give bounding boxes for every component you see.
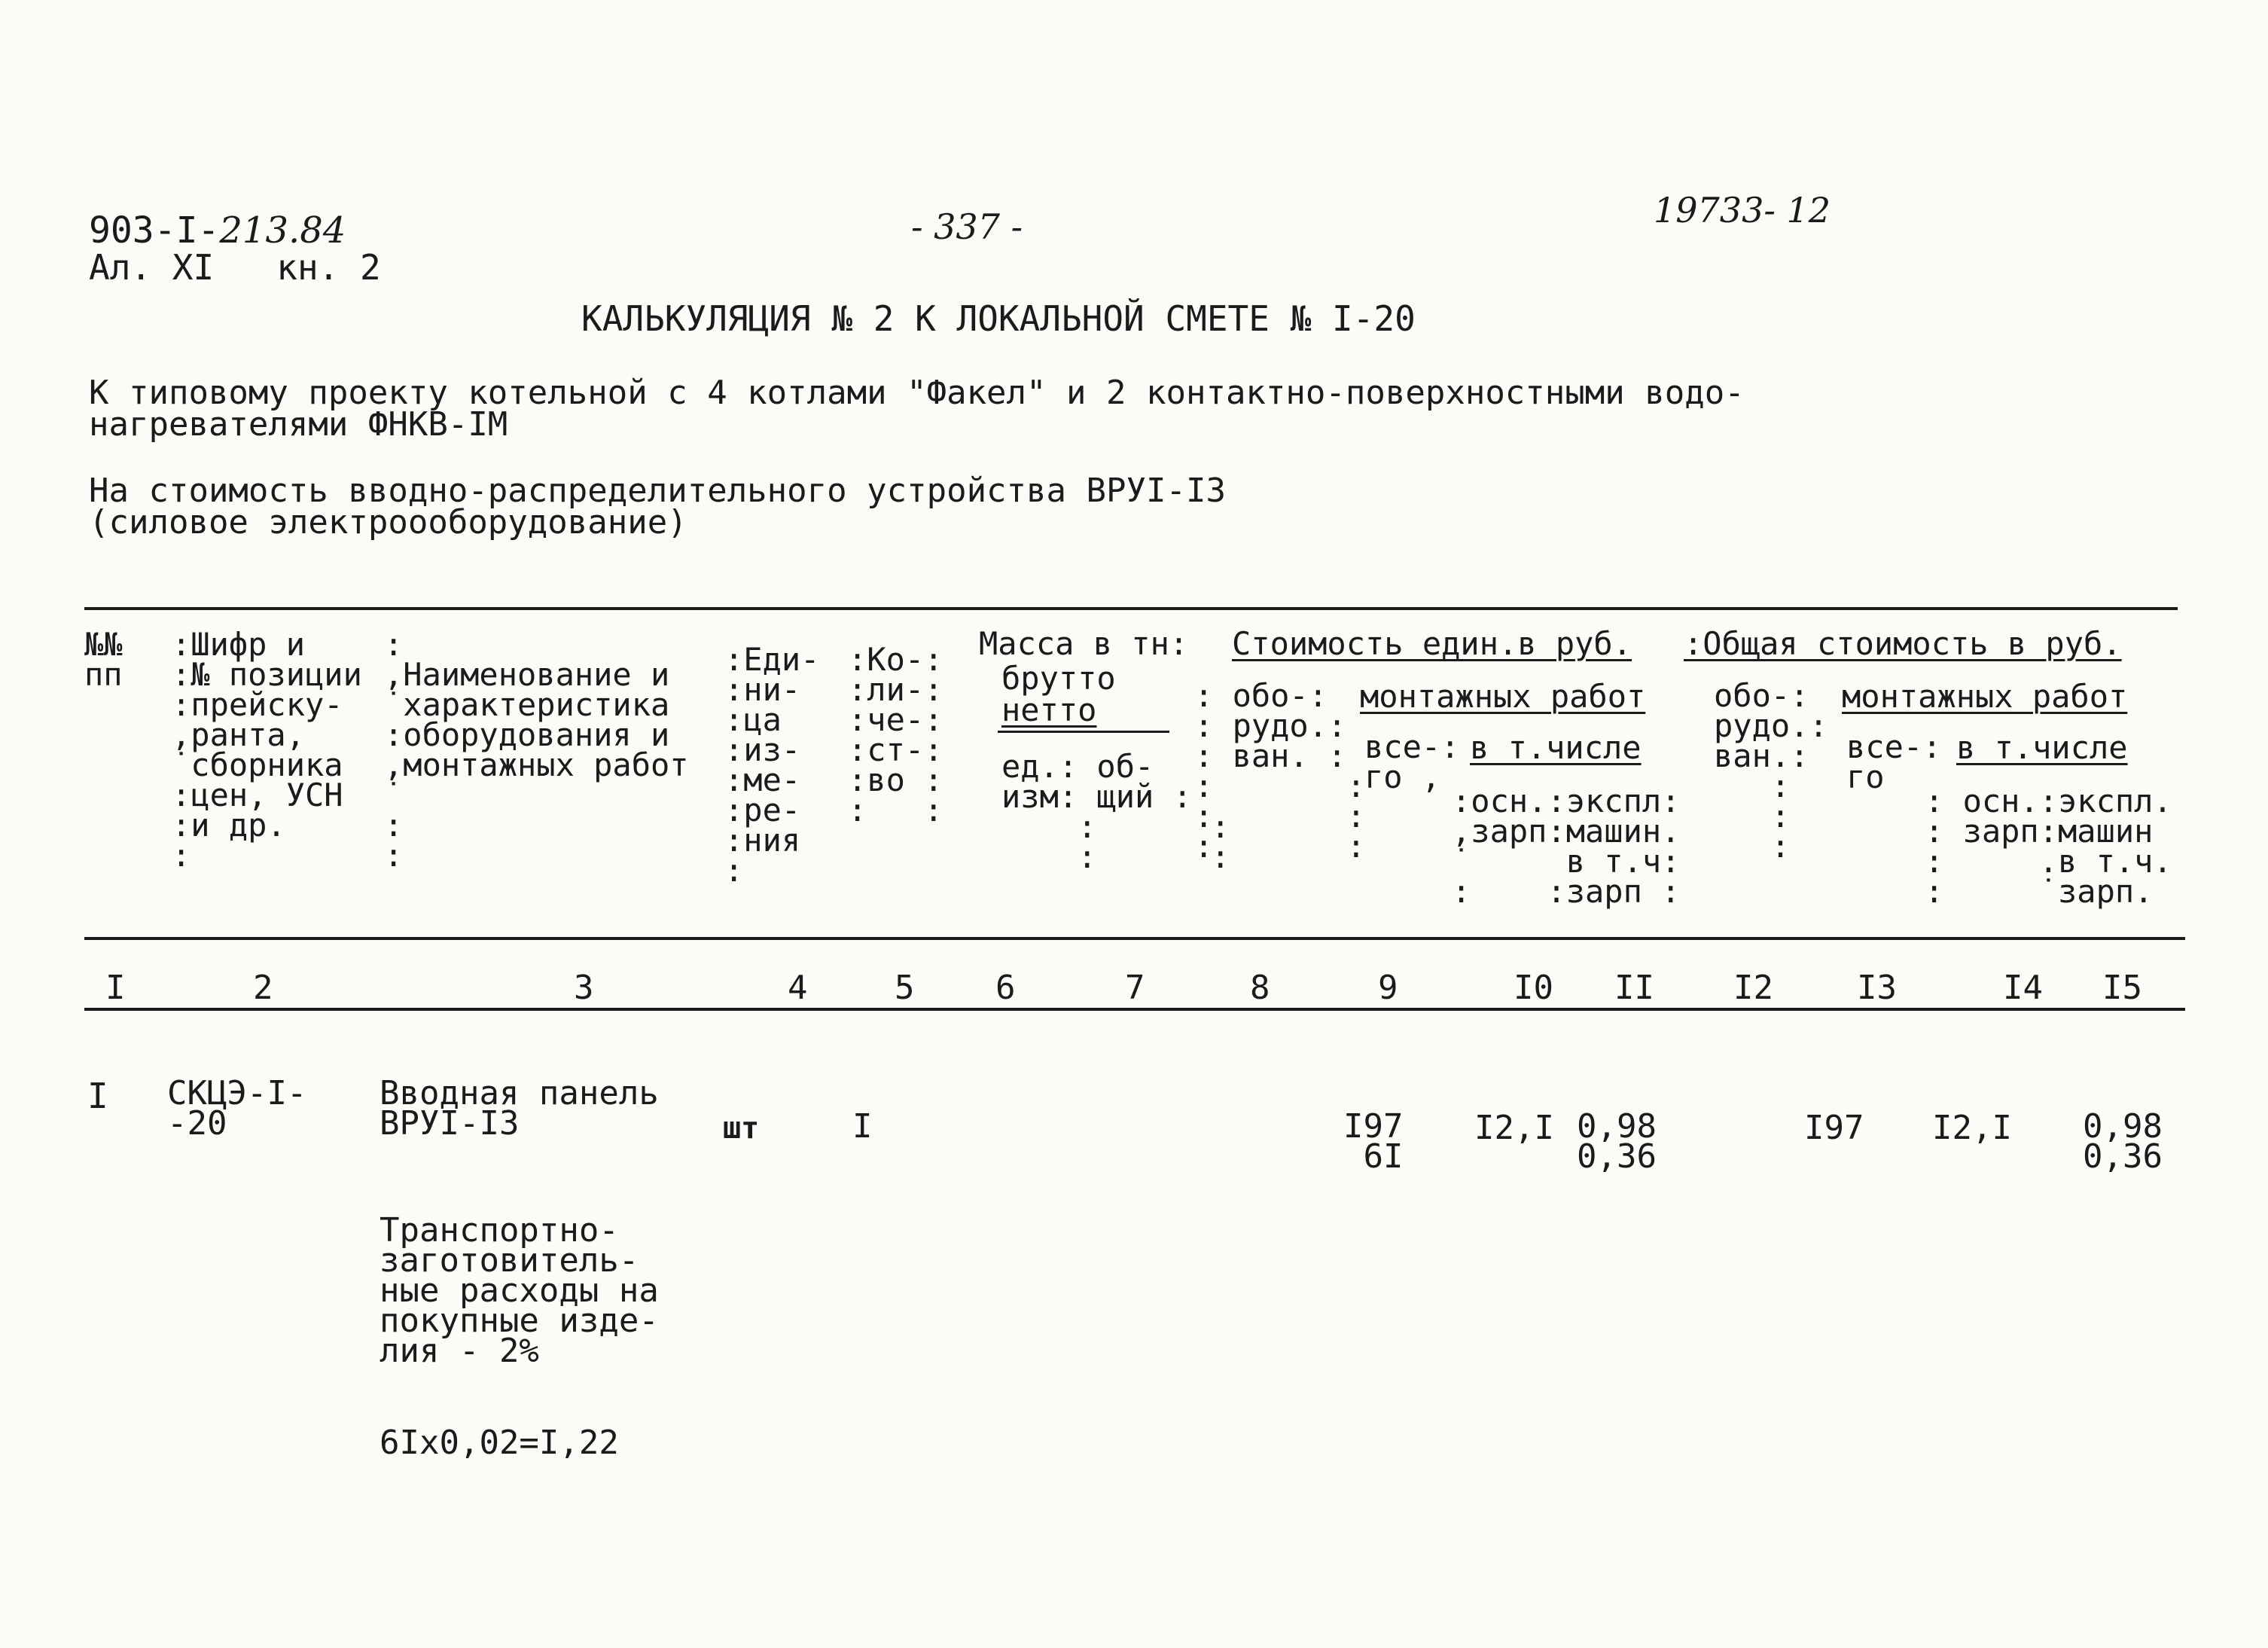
- album-line: Ал. XI кн. 2: [89, 247, 381, 288]
- table-top-rule: [84, 607, 2178, 610]
- header-mount-unit: монтажных работ: [1360, 678, 1646, 715]
- colnum-3: 3: [574, 969, 594, 1007]
- row-c13: I97: [1804, 1109, 1864, 1147]
- colnum-bottom-rule: [84, 1008, 2185, 1011]
- colnum-7: 7: [1125, 969, 1145, 1007]
- colnum-13: I3: [1857, 969, 1897, 1007]
- colnum-9: 9: [1378, 969, 1398, 1007]
- header-col-2: :Шифр и :№ позиции :прейску- ,ранта, ˙сборника :цен, УСН :и др. :: [172, 626, 362, 874]
- colnum-14: I4: [2003, 969, 2043, 1007]
- header-cost-unit: Стоимость един.в руб.: [1232, 625, 1632, 662]
- doc-code: 903-I-213.84: [89, 209, 346, 252]
- right-code: 19733- 12: [1654, 190, 1831, 230]
- header-bottom-rule: [84, 937, 2185, 940]
- row-qty: I: [852, 1107, 873, 1146]
- header-col-8: : обо-: : рудо.: : ван. : : : : : : :: [1194, 677, 1366, 865]
- header-col-1: №№ пп: [84, 626, 123, 693]
- colnum-15: I5: [2102, 969, 2142, 1007]
- mass-underline: [998, 731, 1169, 733]
- header-col-4: :Еди- :ни- :ца :из- :ме- :ре- :ния :: [724, 641, 820, 889]
- colnum-11: II: [1614, 969, 1654, 1007]
- header-brutto: брутто: [1001, 660, 1116, 697]
- header-col-9: все-: го ,: [1364, 728, 1460, 795]
- colnum-5: 5: [895, 969, 915, 1007]
- subject-line-2: (силовое электроооборудование): [89, 503, 687, 542]
- row-c10: I2,I: [1474, 1109, 1554, 1147]
- page-number: - 337 -: [911, 206, 1023, 247]
- colnum-1: I: [105, 969, 126, 1007]
- row-c9: I97 6I: [1343, 1107, 1404, 1176]
- header-incl-unit: в т.числе: [1470, 729, 1642, 766]
- page-title: КАЛЬКУЛЯЦИЯ № 2 К ЛОКАЛЬНОЙ СМЕТЕ № I-20: [581, 298, 1416, 339]
- row-unit: шт: [723, 1111, 760, 1146]
- header-col-10-11: :осн.:экспл: ,зарп:машин. ˙ в т.ч: : :зарп :: [1452, 783, 1681, 910]
- header-incl-total: в т.числе: [1956, 729, 2128, 766]
- row-num: I: [87, 1076, 108, 1116]
- row-c15: 0,98 0,36: [2083, 1107, 2163, 1176]
- intro-line-1: К типовому проекту котельной с 4 котлами "Факел" и 2 контактно-поверхностными водо-: [89, 374, 1745, 412]
- header-mount-total: монтажных работ: [1842, 678, 2128, 715]
- header-mass: Масса в тн:: [979, 625, 1189, 662]
- row-c11: 0,98 0,36: [1577, 1107, 1657, 1176]
- colnum-12: I2: [1733, 969, 1773, 1007]
- header-col-6-7: ед.: об- изм: щий : : : : :: [1001, 748, 1230, 875]
- colnum-2: 2: [253, 969, 273, 1007]
- header-col-13: все-: го: [1846, 728, 1942, 795]
- subject-line-1: На стоимость вводно-распределительного устройства ВРУI-I3: [89, 472, 1226, 510]
- intro-line-2: нагревателями ФНКВ-IМ: [89, 405, 508, 444]
- header-col-12: обо-: рудо.: ван.: : : :: [1714, 677, 1828, 865]
- header-netto: нетто: [1001, 691, 1097, 728]
- row-code: СКЦЭ-I- -20: [167, 1074, 307, 1143]
- header-col-3: : ,Наименование и ˙характеристика :оборудования и ,монтажных работ ˙ : :: [384, 626, 689, 874]
- header-cost-total: :Общая стоимость в руб.: [1684, 625, 2122, 662]
- colnum-6: 6: [995, 969, 1016, 1007]
- colnum-10: I0: [1514, 969, 1553, 1007]
- row-c14: I2,I: [1932, 1109, 2012, 1147]
- header-col-14-15: : осн.:экспл. : зарп:машин : .в т.ч. : ˙зарп.: [1925, 783, 2172, 910]
- doc-code-handwritten: 213.84: [219, 209, 346, 252]
- colnum-4: 4: [788, 969, 808, 1007]
- transport-formula: 6Iх0,02=I,22: [380, 1424, 619, 1462]
- header-col-5: :Ко-: :ли-: :че-: :ст-: :во : : :: [848, 641, 943, 829]
- row-name: Вводная панель ВРУI-I3: [380, 1074, 659, 1143]
- transport-note: Транспортно- заготовитель- ные расходы на покупные изде- лия - 2%: [380, 1211, 659, 1370]
- colnum-8: 8: [1250, 969, 1270, 1007]
